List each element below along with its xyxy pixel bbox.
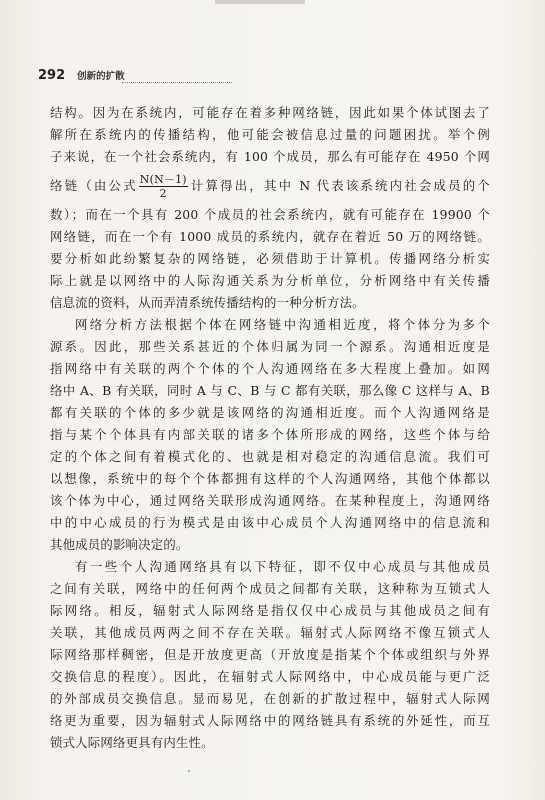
page-header <box>38 68 508 86</box>
text-line: 的外部成员交换信息。显而易见，在创新的扩散过程中，辐射式人际网 <box>50 691 490 706</box>
scan-speck <box>188 770 190 772</box>
paragraph-first-line: 有一些个人沟通网络具有以下特征，即不仅中心成员与其他成员 <box>75 559 490 574</box>
formula-line <box>50 168 490 204</box>
text-line: 中的中心成员的行为模式是由该中心成员个人沟通网络中的信息流和 <box>50 515 490 530</box>
text-line: 解所在系统内的传播结构，他可能会被信息过量的问题困扰。举个例 <box>50 127 490 142</box>
formula-denominator: 2 <box>159 187 167 200</box>
text-line: 要分析如此纷繁复杂的网络链，必须借助于计算机。传播网络分析实 <box>50 251 490 266</box>
text-line: 源系。因此，那些关系甚近的个体归属为同一个源系。沟通相近度是 <box>50 339 490 354</box>
text-line: 子来说，在一个社会系统内，有 100 个成员，那么有可能存在 4950 个网 <box>50 149 490 164</box>
text-line: 以想像，系统中的每个个体都拥有这样的个人沟通网络，其他个体都以 <box>50 471 490 486</box>
header-dotted-rule <box>122 82 232 83</box>
text-line: 定的个体之间有着模式化的、也就是相对稳定的沟通信息流。我们可 <box>50 449 490 464</box>
running-title: 创新的扩散 <box>77 71 125 82</box>
text-line: 络中 A、B 有关联，同时 A 与 C、B 与 C 都有关联，那么像 C 这样与 A、B <box>50 383 490 398</box>
fraction-formula <box>139 173 188 200</box>
text-line: 交换信息的程度）。因此，在辐射式人际网络中，中心成员能与更广泛 <box>50 669 490 684</box>
paragraph-first-line: 网络分析方法根据个体在网络链中沟通相近度，将个体分为多个 <box>75 317 490 332</box>
scan-artifact <box>215 0 305 4</box>
text-line: 都有关联的个体的多少就是该网络的沟通相近度。而个人沟通网络是 <box>50 405 490 420</box>
text-line: 际网络那样稠密，但是开放度更高（开放度是指某个个体或组织与外界 <box>50 647 490 662</box>
text-line: 际网络。相反，辐射式人际网络是指仅仅中心成员与其他成员之间有 <box>50 603 490 618</box>
page-number: 292 <box>38 68 66 83</box>
text-line: 指网络中有关联的两个个体的个人沟通网络在多大程度上叠加。如网 <box>50 361 490 376</box>
text-line: 该个体为中心，通过网络关联形成沟通网络。在某种程度上，沟通网络 <box>50 493 490 508</box>
text-line: 络更为重要，因为辐射式人际网络中的网络链具有系统的外延性，而互 <box>50 713 490 728</box>
text-line: 之间有关联，网络中的任何两个成员之间都有关联，这种称为互锁式人 <box>50 581 490 596</box>
formula-prefix: 络链（由公式 <box>50 178 138 193</box>
text-line: 锁式人际网络更具有内生性。 <box>50 735 214 750</box>
text-line: 网络链，而在一个有 1000 成员的系统内，就存在着近 50 万的网络链。 <box>50 229 490 244</box>
text-line: 际上就是以网络中的人际沟通关系为分析单位，分析网络中有关传播 <box>50 273 490 288</box>
formula-numerator: N(N－1) <box>139 173 187 186</box>
text-line: 其他成员的影响决定的。 <box>50 537 189 552</box>
text-line: 信息流的资料，从而弄清系统传播结构的一种分析方法。 <box>50 295 365 310</box>
formula-suffix: 计算得出，其中 N 代表该系统内社会成员的个 <box>188 178 491 193</box>
text-line: 结构。因为在系统内，可能存在着多种网络链，因此如果个体试图去了 <box>50 105 490 120</box>
text-line: 指与某个个体具有内部关联的诸多个体所形成的网络，这些个体与给 <box>50 427 490 442</box>
text-line: 关联，其他成员两两之间不存在关联。辐射式人际网络不像互锁式人 <box>50 625 490 640</box>
body-text <box>50 102 490 754</box>
text-line: 数）；而在一个具有 200 个成员的社会系统内，就有可能存在 19900 个 <box>50 207 490 222</box>
